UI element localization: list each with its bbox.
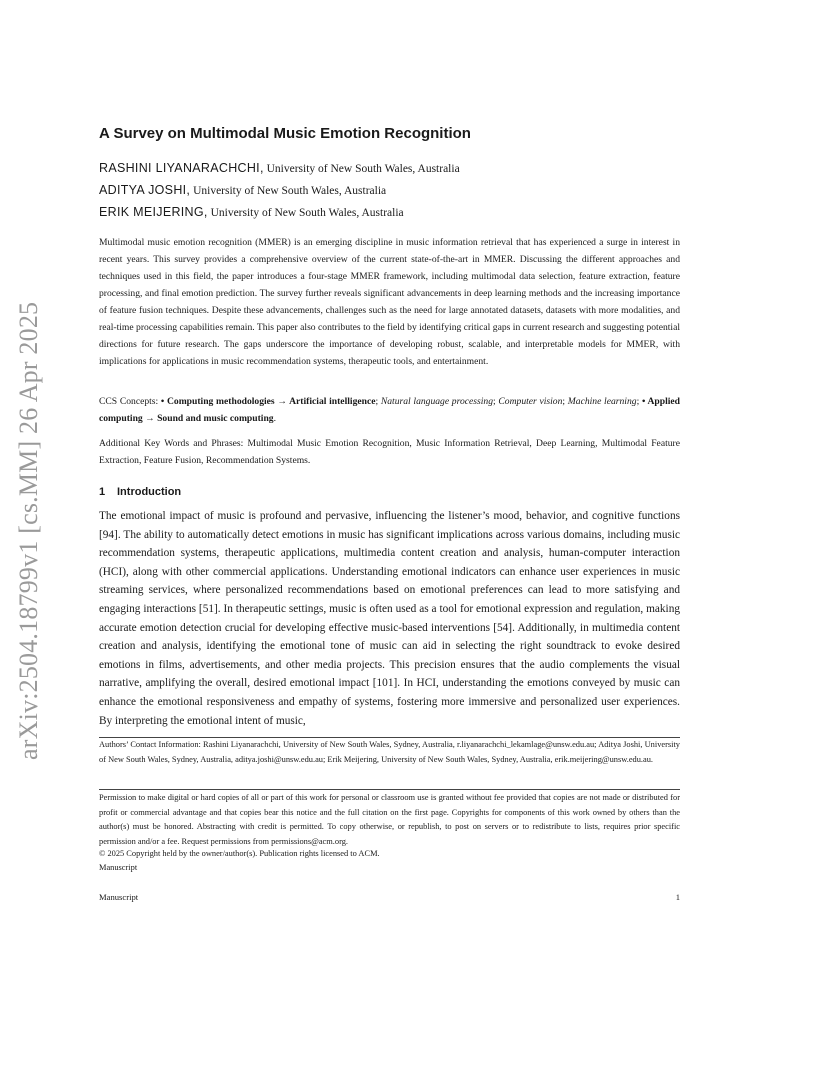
author-line-2	[99, 183, 386, 198]
page-number: 1	[675, 892, 680, 902]
ccs-subconcept: Machine learning	[567, 396, 637, 407]
author-affiliation: University of New South Wales, Australia	[207, 207, 404, 219]
section-title: Introduction	[117, 486, 182, 498]
author-affiliation: University of New South Wales, Australia	[190, 185, 387, 197]
manuscript-note: Manuscript	[99, 863, 138, 872]
ccs-separator: ;	[375, 396, 381, 407]
ccs-label: CCS Concepts:	[99, 396, 161, 407]
permission-divider	[99, 789, 680, 790]
section-heading	[99, 486, 181, 498]
ccs-subconcept: Computer vision	[498, 396, 563, 407]
author-name: RASHINI LIYANARACHCHI,	[99, 161, 264, 175]
author-line-1	[99, 161, 460, 176]
author-name: ADITYA JOSHI,	[99, 183, 191, 197]
footer-journal: Manuscript	[99, 892, 139, 902]
keywords: Additional Key Words and Phrases: Multimodal Music Emotion Recognition, Music Information Retrieval, Deep Learning, Multimodal Feature Extraction, Feature Fusion, Recommendation Systems.	[99, 438, 680, 466]
ccs-subconcept: Natural language processing	[380, 396, 494, 407]
author-line-3	[99, 205, 404, 220]
ccs-separator: ;	[493, 396, 499, 407]
arxiv-stamp: arXiv:2504.18799v1 [cs.MM] 26 Apr 2025	[14, 301, 43, 760]
ccs-concept: Computing methodologies → Artificial intelligence	[166, 396, 376, 407]
ccs-concept: Applied computing → Sound and music computing	[99, 396, 680, 424]
author-affiliation: University of New South Wales, Australia	[263, 163, 460, 175]
abstract: Multimodal music emotion recognition (MMER) is an emerging discipline in music information retrieval that has experienced a surge in interest in recent years. This survey provides a comprehensive overview of the current state-of-the-art in MMER. Discussing the different approaches and techniques used in this field, the paper introduces a four-stage MMER framework, including multimodal data selection, feature extraction, feature processing, and final emotion prediction. The survey further reveals significant advancements in deep learning methods and the increasing importance of feature fusion techniques. Despite these advancements, challenges such as the need for large annotated datasets, datasets with more modalities, and real-time processing capabilities remain. This paper also contributes to the field by identifying critical gaps in current research and suggesting potential directions for future research. The gaps underscore the importance of developing robust, scalable, and interpretable models for MMER, with implications for applications in music recommendation systems, therapeutic tools, and entertainment.	[99, 237, 680, 367]
ccs-bullet: •	[641, 396, 648, 407]
ccs-end: .	[273, 413, 277, 424]
ccs-separator: ;	[562, 396, 568, 407]
section-number: 1	[99, 486, 106, 498]
ccs-bullet: •	[160, 396, 167, 407]
paper-title: A Survey on Multimodal Music Emotion Recognition	[99, 125, 471, 142]
ccs-concepts	[99, 393, 680, 427]
introduction-paragraph: The emotional impact of music is profound and pervasive, influencing the listener’s mood, behavior, and cognitive functions [94]. The ability to automatically detect emotions in music has significant implications across various domains, including music recommendation systems, therapeutic applications, multimedia content creation and analysis, human-computer interaction (HCI), along with other commercial applications. Understanding emotional indicators can enhance user experiences in music streaming services, where personalized recommendations based on emotional preferences can lead to more satisfying and engaging interactions [51]. In therapeutic settings, music is often used as a tool for emotional expression and regulation, making accurate emotion detection crucial for developing effective music-based interventions [54]. Additionally, in multimedia content creation and analysis, identifying the emotional tone of music can aid in selecting the right soundtrack to evoke desired emotions in films, advertisements, and other media projects. This precision ensures that the audio complements the visual narrative, amplifying the overall, desired emotional impact [101]. In HCI, understanding the emotions conveyed by music can enhance the emotional responsiveness and empathy of systems, fostering more immersive and personalized user experiences. By interpreting the emotional intent of music,	[99, 510, 680, 727]
ccs-separator: ;	[636, 396, 642, 407]
permission-notice: Permission to make digital or hard copies of all or part of this work for personal or classroom use is granted without fee provided that copies are not made or distributed for profit or commercial advantage and that copies bear this notice and the full citation on the first page. Copyrights for components of this work owned by others than the author(s) must be honored. Abstracting with credit is permitted. To copy otherwise, or republish, to post on servers or to redistribute to lists, requires prior specific permission and/or a fee. Request permissions from permissions@acm.org.	[99, 793, 680, 846]
author-contact-info: Authors’ Contact Information: Rashini Liyanarachchi, University of New South Wales, Sydney, Australia, r.liyanarachchi_lekamlage@unsw.edu.au; Aditya Joshi, University of New South Wales, Sydney, Australia, aditya.joshi@unsw.edu.au; Erik Meijering, University of New South Wales, Sydney, Australia, erik.meijering@unsw.edu.au.	[99, 740, 680, 764]
author-name: ERIK MEIJERING,	[99, 205, 208, 219]
copyright-notice: © 2025 Copyright held by the owner/author(s). Publication rights licensed to ACM.	[99, 849, 380, 858]
